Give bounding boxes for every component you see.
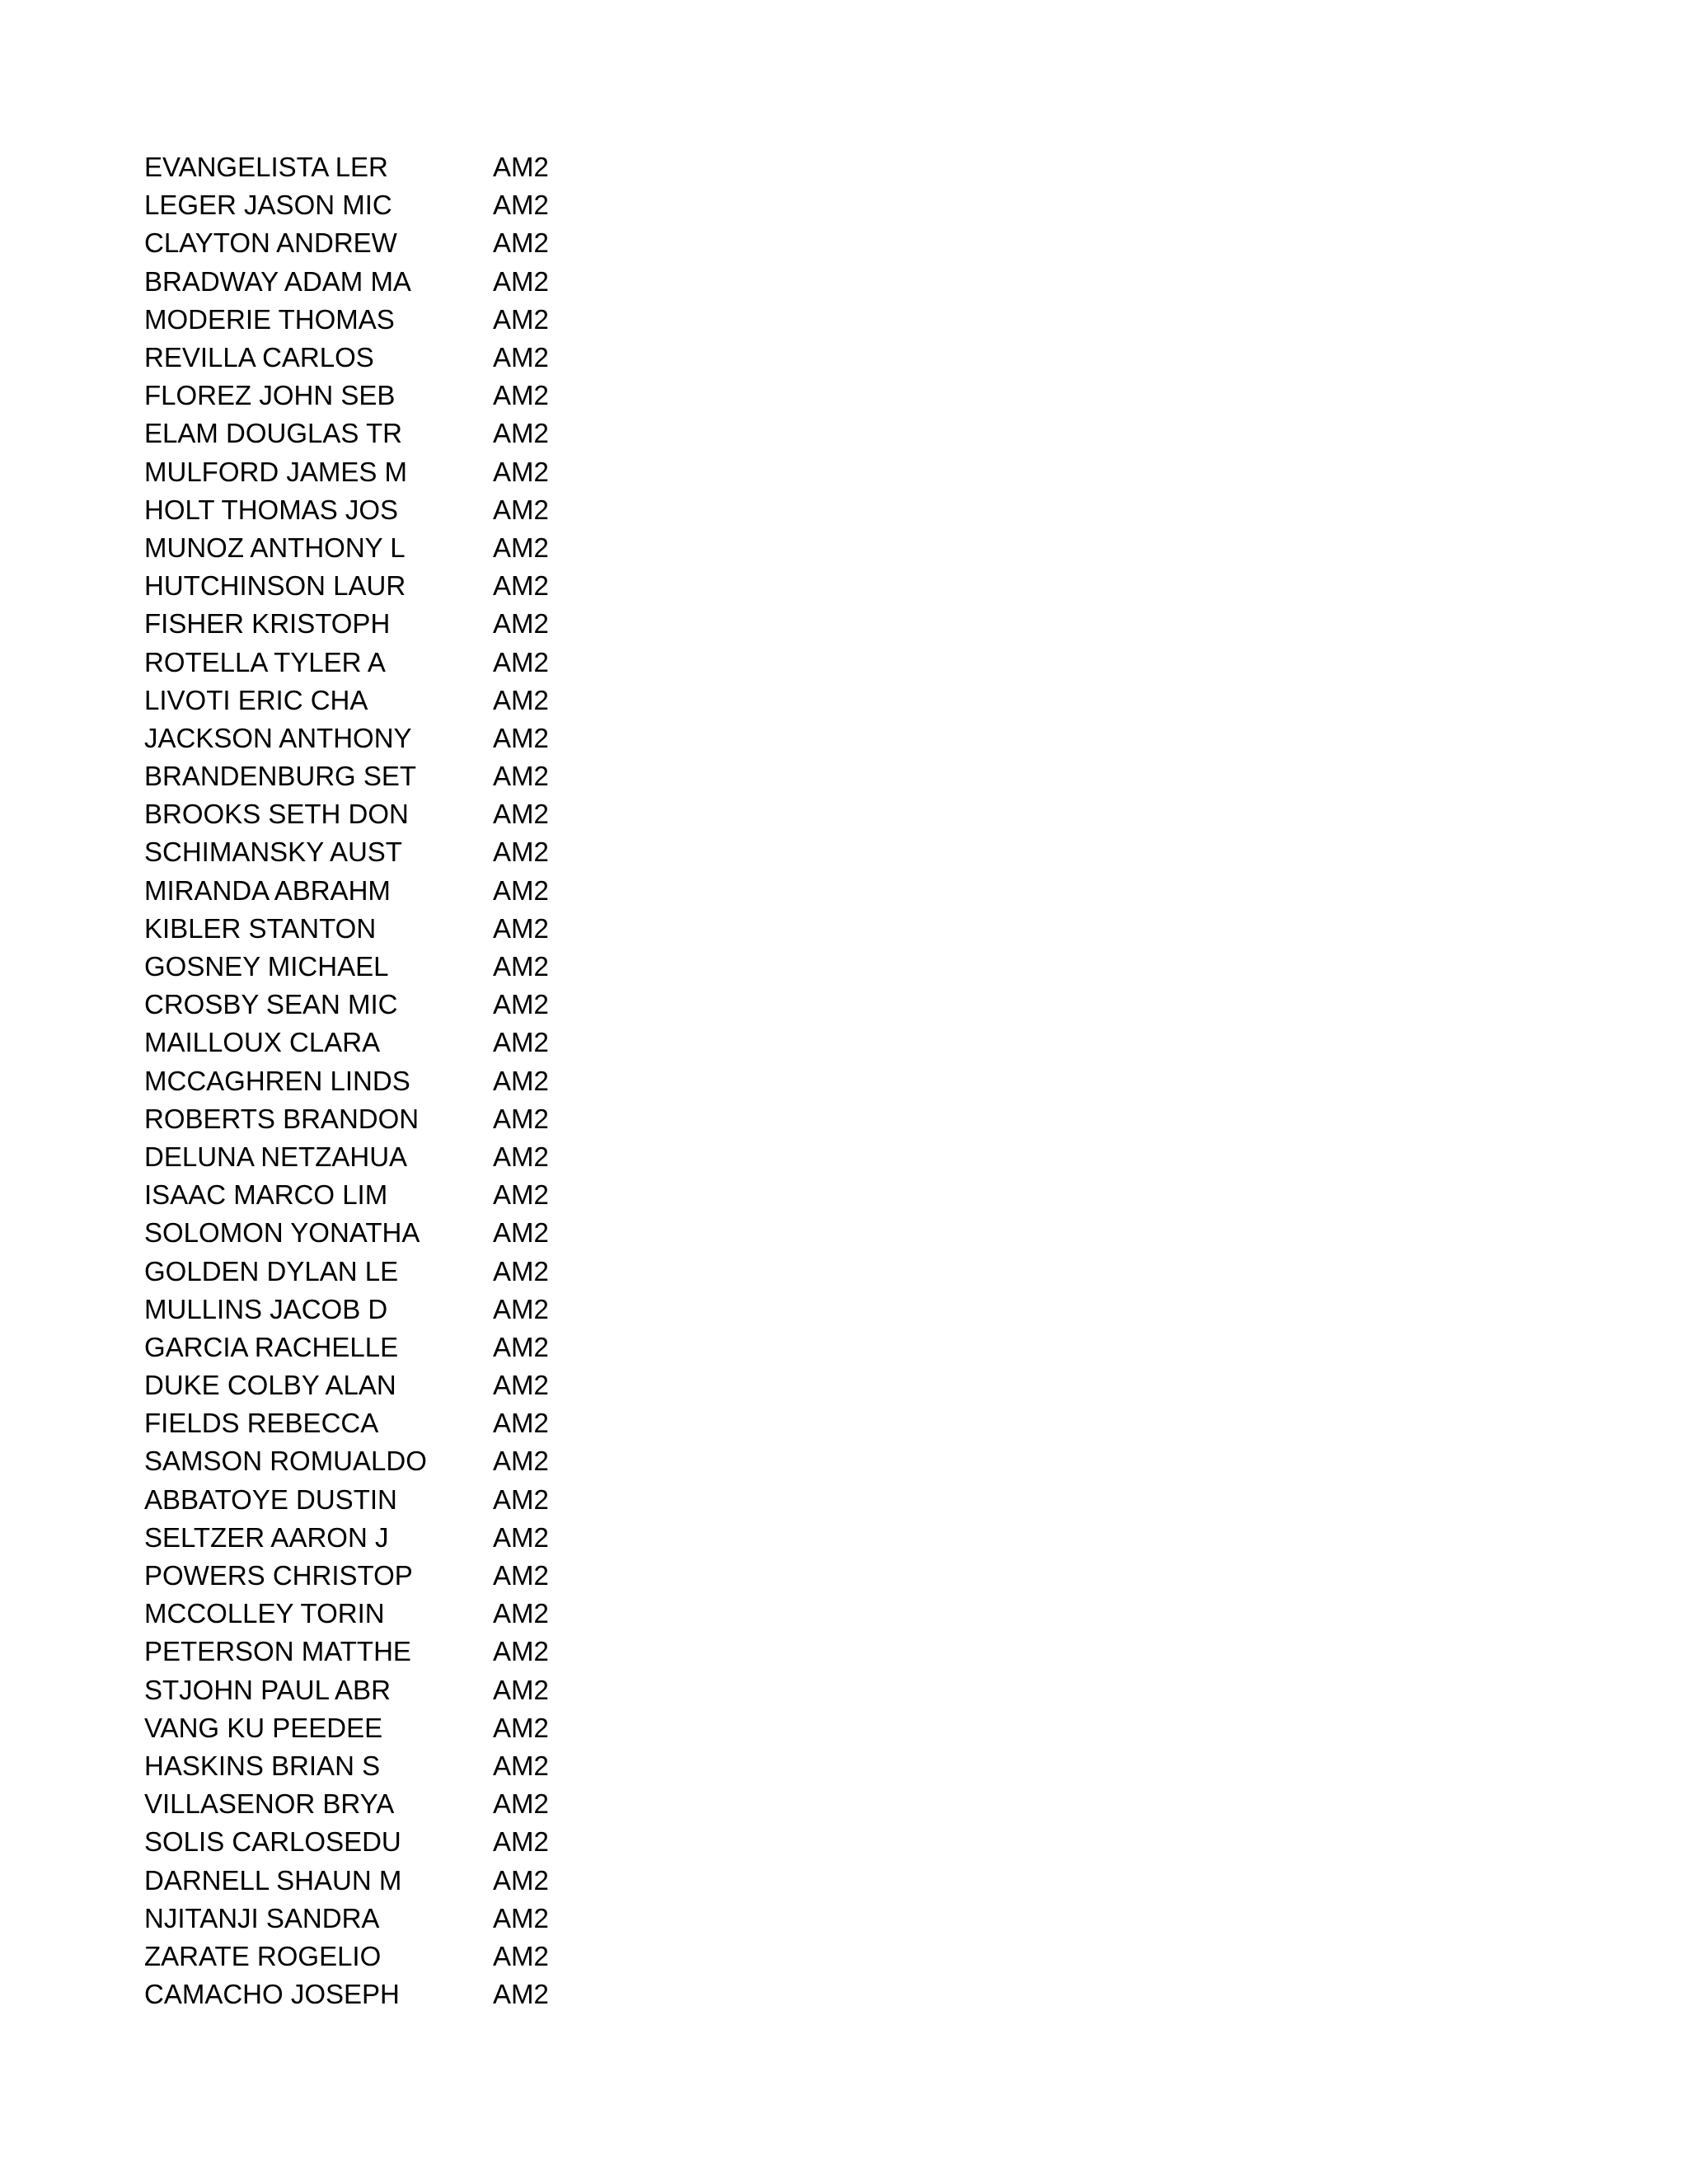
roster-row — [144, 1481, 639, 1519]
member-rate: AM2 — [493, 1521, 549, 1553]
member-name: ROTELLA TYLER A — [144, 646, 386, 677]
member-rate: AM2 — [493, 1370, 549, 1401]
member-name: MAILLOUX CLARA — [144, 1027, 381, 1058]
member-rate: AM2 — [493, 1331, 549, 1362]
member-name: ROBERTS BRANDON — [144, 1103, 420, 1134]
member-name: MCCAGHREN LINDS — [144, 1065, 410, 1096]
roster-row — [144, 682, 639, 719]
roster-row — [144, 948, 639, 986]
roster-row — [144, 415, 639, 452]
member-name: SCHIMANSKY AUST — [144, 837, 402, 868]
roster-row — [144, 1062, 639, 1100]
roster-row — [144, 795, 639, 833]
member-rate: AM2 — [493, 761, 549, 792]
member-name: ELAM DOUGLAS TR — [144, 418, 402, 449]
member-rate: AM2 — [493, 418, 549, 449]
member-name: DELUNA NETZAHUA — [144, 1141, 408, 1172]
member-name: NJITANJI SANDRA — [144, 1902, 380, 1933]
roster-row — [144, 1785, 639, 1823]
roster-row — [144, 1024, 639, 1062]
roster-row — [144, 605, 639, 643]
member-rate: AM2 — [493, 1864, 549, 1896]
roster-row — [144, 148, 639, 186]
member-rate: AM2 — [493, 951, 549, 982]
member-rate: AM2 — [493, 1293, 549, 1324]
member-rate: AM2 — [493, 1217, 549, 1249]
member-name: FIELDS REBECCA — [144, 1408, 379, 1439]
member-rate: AM2 — [493, 456, 549, 487]
member-rate: AM2 — [493, 646, 549, 677]
member-name: CROSBY SEAN MIC — [144, 989, 398, 1020]
roster-row — [144, 1633, 639, 1671]
roster-row — [144, 567, 639, 605]
member-name: FISHER KRISTOPH — [144, 608, 391, 640]
member-name: EVANGELISTA LER — [144, 152, 388, 183]
member-rate: AM2 — [493, 1408, 549, 1439]
member-name: MODERIE THOMAS — [144, 303, 395, 335]
member-name: MIRANDA ABRAHM — [144, 874, 391, 906]
member-rate: AM2 — [493, 265, 549, 297]
member-rate: AM2 — [493, 532, 549, 563]
member-name: GOLDEN DYLAN LE — [144, 1255, 399, 1286]
roster-row — [144, 986, 639, 1024]
roster-row — [144, 1519, 639, 1557]
member-rate: AM2 — [493, 874, 549, 906]
roster-row — [144, 1747, 639, 1785]
member-rate: AM2 — [493, 1636, 549, 1667]
member-rate: AM2 — [493, 1560, 549, 1591]
roster-row — [144, 910, 639, 948]
member-rate: AM2 — [493, 1027, 549, 1058]
roster-row — [144, 1214, 639, 1252]
member-name: FLOREZ JOHN SEB — [144, 380, 396, 411]
member-name: KIBLER STANTON — [144, 912, 377, 944]
member-rate: AM2 — [493, 1446, 549, 1477]
member-rate: AM2 — [493, 1712, 549, 1743]
roster-row — [144, 1404, 639, 1442]
member-name: DUKE COLBY ALAN — [144, 1370, 396, 1401]
member-rate: AM2 — [493, 722, 549, 753]
roster-row — [144, 339, 639, 377]
member-rate: AM2 — [493, 303, 549, 335]
member-rate: AM2 — [493, 1750, 549, 1781]
roster-row — [144, 1442, 639, 1480]
roster-row — [144, 1100, 639, 1138]
roster-list — [144, 148, 639, 2013]
member-name: ABBATOYE DUSTIN — [144, 1483, 397, 1515]
member-rate: AM2 — [493, 152, 549, 183]
roster-row — [144, 491, 639, 529]
member-rate: AM2 — [493, 1674, 549, 1705]
roster-row — [144, 1671, 639, 1709]
member-rate: AM2 — [493, 1788, 549, 1820]
roster-row — [144, 757, 639, 795]
roster-row — [144, 1823, 639, 1861]
member-rate: AM2 — [493, 1141, 549, 1172]
member-name: VANG KU PEEDEE — [144, 1712, 383, 1743]
roster-row — [144, 453, 639, 491]
member-rate: AM2 — [493, 1255, 549, 1286]
member-rate: AM2 — [493, 570, 549, 602]
member-rate: AM2 — [493, 837, 549, 868]
member-name: JACKSON ANTHONY — [144, 722, 412, 753]
roster-row — [144, 301, 639, 339]
member-name: MULFORD JAMES M — [144, 456, 408, 487]
member-name: MULLINS JACOB D — [144, 1293, 388, 1324]
roster-row — [144, 1138, 639, 1176]
member-name: SELTZER AARON J — [144, 1521, 389, 1553]
roster-row — [144, 1709, 639, 1747]
member-name: ZARATE ROGELIO — [144, 1940, 382, 1971]
member-rate: AM2 — [493, 1940, 549, 1971]
member-name: BRADWAY ADAM MA — [144, 265, 411, 297]
member-rate: AM2 — [493, 1826, 549, 1858]
member-rate: AM2 — [493, 684, 549, 715]
member-name: CLAYTON ANDREW — [144, 227, 397, 259]
member-name: GARCIA RACHELLE — [144, 1331, 399, 1362]
roster-row — [144, 1252, 639, 1290]
member-rate: AM2 — [493, 342, 549, 373]
member-rate: AM2 — [493, 1483, 549, 1515]
roster-row — [144, 224, 639, 262]
roster-row — [144, 1595, 639, 1633]
member-rate: AM2 — [493, 1179, 549, 1211]
member-name: SAMSON ROMUALDO — [144, 1446, 427, 1477]
roster-row — [144, 1938, 639, 1975]
member-rate: AM2 — [493, 190, 549, 221]
member-rate: AM2 — [493, 1065, 549, 1096]
roster-row — [144, 1557, 639, 1595]
roster-row — [144, 872, 639, 910]
member-rate: AM2 — [493, 494, 549, 525]
roster-row — [144, 643, 639, 681]
roster-row — [144, 833, 639, 871]
roster-row — [144, 1975, 639, 2013]
member-name: POWERS CHRISTOP — [144, 1560, 413, 1591]
roster-row — [144, 1366, 639, 1404]
roster-row — [144, 1291, 639, 1329]
member-rate: AM2 — [493, 227, 549, 259]
member-name: GOSNEY MICHAEL — [144, 951, 389, 982]
member-name: MCCOLLEY TORIN — [144, 1598, 385, 1629]
member-name: HASKINS BRIAN S — [144, 1750, 381, 1781]
member-name: MUNOZ ANTHONY L — [144, 532, 406, 563]
member-name: DARNELL SHAUN M — [144, 1864, 402, 1896]
member-name: BRANDENBURG SET — [144, 761, 417, 792]
member-name: STJOHN PAUL ABR — [144, 1674, 391, 1705]
member-rate: AM2 — [493, 1598, 549, 1629]
roster-row — [144, 377, 639, 415]
member-rate: AM2 — [493, 1902, 549, 1933]
roster-row — [144, 529, 639, 567]
member-name: HUTCHINSON LAUR — [144, 570, 406, 602]
member-name: LIVOTI ERIC CHA — [144, 684, 368, 715]
member-name: CAMACHO JOSEPH — [144, 1979, 400, 2010]
member-rate: AM2 — [493, 1103, 549, 1134]
member-name: REVILLA CARLOS — [144, 342, 374, 373]
member-name: BROOKS SETH DON — [144, 799, 409, 830]
roster-row — [144, 1861, 639, 1899]
roster-row — [144, 719, 639, 757]
roster-row — [144, 263, 639, 301]
member-name: SOLIS CARLOSEDU — [144, 1826, 401, 1858]
member-rate: AM2 — [493, 608, 549, 640]
member-name: VILLASENOR BRYA — [144, 1788, 395, 1820]
member-rate: AM2 — [493, 1979, 549, 2010]
member-rate: AM2 — [493, 799, 549, 830]
member-rate: AM2 — [493, 380, 549, 411]
member-name: ISAAC MARCO LIM — [144, 1179, 388, 1211]
roster-row — [144, 1329, 639, 1366]
member-rate: AM2 — [493, 989, 549, 1020]
member-name: SOLOMON YONATHA — [144, 1217, 420, 1249]
member-name: LEGER JASON MIC — [144, 190, 392, 221]
member-name: HOLT THOMAS JOS — [144, 494, 399, 525]
roster-row — [144, 1176, 639, 1214]
member-name: PETERSON MATTHE — [144, 1636, 411, 1667]
roster-row — [144, 186, 639, 224]
roster-row — [144, 1900, 639, 1938]
member-rate: AM2 — [493, 912, 549, 944]
